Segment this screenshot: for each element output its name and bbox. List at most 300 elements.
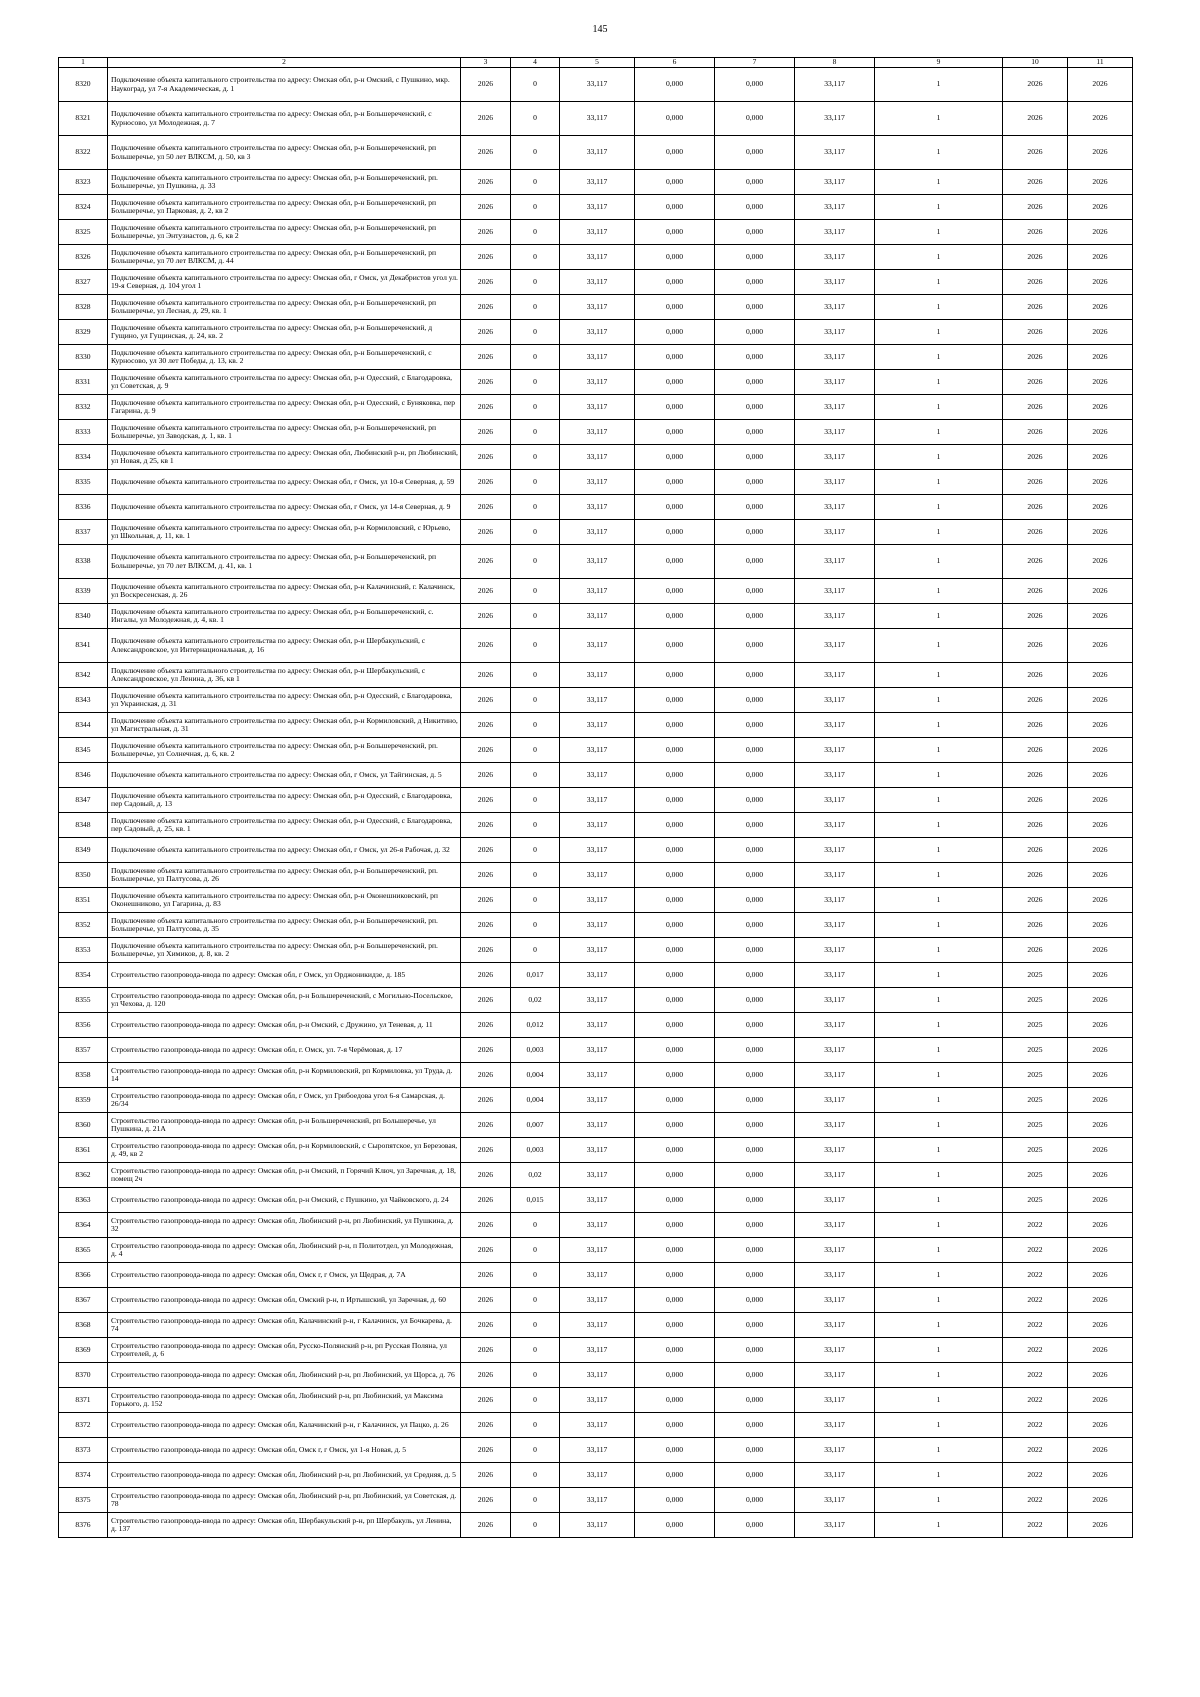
cell-col-9: 1 [875,838,1003,863]
row-description: Строительство газопровода-ввода по адресу: Омская обл, Омск г, г Омск, ул Щедрая, д. 7А [108,1263,461,1288]
cell-col-11: 2026 [1068,838,1133,863]
cell-col-7: 0,000 [715,1338,795,1363]
cell-col-6: 0,000 [635,395,715,420]
row-description: Подключение объекта капитального строительства по адресу: Омская обл, р-н Шербакульский, с Александровское, ул Интернациональная, д. 16 [108,629,461,663]
cell-col-11: 2026 [1068,136,1133,170]
cell-col-4: 0,02 [511,1163,560,1188]
cell-col-11: 2026 [1068,788,1133,813]
cell-col-9: 1 [875,136,1003,170]
cell-col-4: 0 [511,470,560,495]
cell-col-8: 33,117 [795,1363,875,1388]
row-number: 8354 [59,963,108,988]
table-row [59,1163,1133,1188]
row-number: 8322 [59,136,108,170]
cell-col-4: 0 [511,395,560,420]
cell-col-3: 2026 [461,420,511,445]
cell-col-5: 33,117 [560,345,635,370]
cell-col-7: 0,000 [715,220,795,245]
cell-col-7: 0,000 [715,520,795,545]
row-description: Строительство газопровода-ввода по адресу: Омская обл, р-н Большереченский, рп Большеречье, ул Пушкина, д. 21А [108,1113,461,1138]
cell-col-10: 2026 [1003,470,1068,495]
row-number: 8373 [59,1438,108,1463]
cell-col-11: 2026 [1068,1488,1133,1513]
row-description: Строительство газопровода-ввода по адресу: Омская обл, г Омск, ул Грибоедова угол 6-я Самарская, д. 26/34 [108,1088,461,1113]
cell-col-5: 33,117 [560,713,635,738]
cell-col-7: 0,000 [715,1513,795,1538]
cell-col-3: 2026 [461,1238,511,1263]
cell-col-3: 2026 [461,938,511,963]
cell-col-7: 0,000 [715,345,795,370]
row-number: 8335 [59,470,108,495]
cell-col-8: 33,117 [795,688,875,713]
cell-col-3: 2026 [461,470,511,495]
cell-col-11: 2026 [1068,495,1133,520]
cell-col-9: 1 [875,963,1003,988]
cell-col-6: 0,000 [635,788,715,813]
table-row [59,629,1133,663]
cell-col-11: 2026 [1068,1113,1133,1138]
table-row [59,470,1133,495]
table-row [59,1188,1133,1213]
cell-col-3: 2026 [461,663,511,688]
cell-col-11: 2026 [1068,1213,1133,1238]
cell-col-4: 0 [511,663,560,688]
cell-col-6: 0,000 [635,604,715,629]
table-row [59,170,1133,195]
table-row [59,938,1133,963]
cell-col-4: 0 [511,495,560,520]
cell-col-5: 33,117 [560,938,635,963]
row-number: 8325 [59,220,108,245]
cell-col-5: 33,117 [560,1463,635,1488]
table-row [59,1138,1133,1163]
row-description: Строительство газопровода-ввода по адресу: Омская обл, Любинский р-н, рп Любинский, ул Пушкина, д. 32 [108,1213,461,1238]
row-number: 8327 [59,270,108,295]
cell-col-7: 0,000 [715,1438,795,1463]
row-description: Подключение объекта капитального строительства по адресу: Омская обл, р-н Большереченский, рп Большеречье, ул Заводская, д. 1, кв. 1 [108,420,461,445]
row-number: 8356 [59,1013,108,1038]
cell-col-11: 2026 [1068,270,1133,295]
cell-col-11: 2026 [1068,1013,1133,1038]
table-row [59,1063,1133,1088]
cell-col-11: 2026 [1068,345,1133,370]
cell-col-4: 0 [511,938,560,963]
table-row [59,1488,1133,1513]
cell-col-6: 0,000 [635,1138,715,1163]
cell-col-5: 33,117 [560,68,635,102]
table-row [59,1013,1133,1038]
cell-col-10: 2026 [1003,68,1068,102]
row-number: 8346 [59,763,108,788]
cell-col-7: 0,000 [715,888,795,913]
cell-col-5: 33,117 [560,1113,635,1138]
cell-col-10: 2022 [1003,1413,1068,1438]
cell-col-10: 2025 [1003,1113,1068,1138]
cell-col-3: 2026 [461,395,511,420]
cell-col-9: 1 [875,863,1003,888]
cell-col-7: 0,000 [715,629,795,663]
cell-col-8: 33,117 [795,102,875,136]
row-number: 8348 [59,813,108,838]
cell-col-6: 0,000 [635,863,715,888]
cell-col-11: 2026 [1068,102,1133,136]
cell-col-6: 0,000 [635,938,715,963]
cell-col-5: 33,117 [560,270,635,295]
cell-col-5: 33,117 [560,195,635,220]
cell-col-7: 0,000 [715,913,795,938]
cell-col-6: 0,000 [635,1213,715,1238]
cell-col-3: 2026 [461,445,511,470]
cell-col-3: 2026 [461,1188,511,1213]
cell-col-7: 0,000 [715,988,795,1013]
cell-col-8: 33,117 [795,220,875,245]
cell-col-5: 33,117 [560,1388,635,1413]
cell-col-3: 2026 [461,270,511,295]
cell-col-4: 0 [511,220,560,245]
cell-col-7: 0,000 [715,1038,795,1063]
cell-col-5: 33,117 [560,295,635,320]
cell-col-9: 1 [875,170,1003,195]
cell-col-4: 0 [511,420,560,445]
cell-col-11: 2026 [1068,68,1133,102]
cell-col-3: 2026 [461,295,511,320]
table-row [59,963,1133,988]
cell-col-4: 0 [511,838,560,863]
table-row [59,738,1133,763]
cell-col-3: 2026 [461,1338,511,1363]
cell-col-4: 0 [511,1413,560,1438]
cell-col-6: 0,000 [635,1238,715,1263]
column-header: 7 [715,58,795,68]
row-description: Подключение объекта капитального строительства по адресу: Омская обл, р-н Большереченский, рп Большеречье, ул 70 лет ВЛКСМ, д. 41, кв. 1 [108,545,461,579]
cell-col-10: 2026 [1003,495,1068,520]
row-number: 8323 [59,170,108,195]
cell-col-6: 0,000 [635,1488,715,1513]
cell-col-5: 33,117 [560,688,635,713]
cell-col-10: 2025 [1003,1013,1068,1038]
cell-col-8: 33,117 [795,663,875,688]
cell-col-6: 0,000 [635,713,715,738]
cell-col-6: 0,000 [635,913,715,938]
row-number: 8336 [59,495,108,520]
cell-col-6: 0,000 [635,1113,715,1138]
table-row [59,663,1133,688]
cell-col-3: 2026 [461,713,511,738]
cell-col-10: 2026 [1003,913,1068,938]
cell-col-5: 33,117 [560,1438,635,1463]
row-number: 8328 [59,295,108,320]
row-description: Подключение объекта капитального строительства по адресу: Омская обл, р-н Одесский, с Буняковка, пер Гагарина, д. 9 [108,395,461,420]
column-number-header-row [59,58,1133,68]
cell-col-11: 2026 [1068,1388,1133,1413]
table-row [59,520,1133,545]
cell-col-6: 0,000 [635,1038,715,1063]
cell-col-7: 0,000 [715,813,795,838]
row-description: Подключение объекта капитального строительства по адресу: Омская обл, р-н Большереченский, д Гущино, ул Гущинская, д. 24, кв. 2 [108,320,461,345]
cell-col-7: 0,000 [715,1163,795,1188]
cell-col-5: 33,117 [560,863,635,888]
cell-col-8: 33,117 [795,838,875,863]
cell-col-6: 0,000 [635,738,715,763]
cell-col-9: 1 [875,495,1003,520]
row-number: 8330 [59,345,108,370]
cell-col-4: 0 [511,763,560,788]
cell-col-11: 2026 [1068,1163,1133,1188]
row-number: 8347 [59,788,108,813]
cell-col-8: 33,117 [795,1438,875,1463]
cell-col-4: 0,02 [511,988,560,1013]
row-number: 8363 [59,1188,108,1213]
row-number: 8366 [59,1263,108,1288]
cell-col-4: 0 [511,545,560,579]
row-number: 8343 [59,688,108,713]
cell-col-4: 0,007 [511,1113,560,1138]
table-row [59,604,1133,629]
cell-col-7: 0,000 [715,195,795,220]
cell-col-5: 33,117 [560,1238,635,1263]
cell-col-6: 0,000 [635,663,715,688]
cell-col-6: 0,000 [635,813,715,838]
cell-col-10: 2026 [1003,863,1068,888]
cell-col-9: 1 [875,1438,1003,1463]
cell-col-9: 1 [875,604,1003,629]
row-description: Строительство газопровода-ввода по адресу: Омская обл, р-н Омский, п Горячий Ключ, ул Заречная, д. 18, помещ 2ч [108,1163,461,1188]
table-row [59,813,1133,838]
cell-col-7: 0,000 [715,763,795,788]
cell-col-5: 33,117 [560,1313,635,1338]
cell-col-7: 0,000 [715,1113,795,1138]
cell-col-5: 33,117 [560,102,635,136]
row-description: Строительство газопровода-ввода по адресу: Омская обл, г. Омск, ул. 7-я Черёмовая, д. 17 [108,1038,461,1063]
cell-col-5: 33,117 [560,245,635,270]
cell-col-8: 33,117 [795,1088,875,1113]
cell-col-6: 0,000 [635,370,715,395]
cell-col-9: 1 [875,320,1003,345]
cell-col-7: 0,000 [715,102,795,136]
cell-col-9: 1 [875,370,1003,395]
cell-col-10: 2026 [1003,320,1068,345]
cell-col-5: 33,117 [560,1213,635,1238]
cell-col-5: 33,117 [560,1138,635,1163]
row-number: 8365 [59,1238,108,1263]
cell-col-10: 2026 [1003,220,1068,245]
table-row [59,295,1133,320]
cell-col-3: 2026 [461,1138,511,1163]
cell-col-6: 0,000 [635,963,715,988]
cell-col-10: 2026 [1003,520,1068,545]
row-number: 8337 [59,520,108,545]
cell-col-8: 33,117 [795,370,875,395]
cell-col-11: 2026 [1068,1338,1133,1363]
cell-col-10: 2026 [1003,838,1068,863]
cell-col-9: 1 [875,1338,1003,1363]
cell-col-6: 0,000 [635,470,715,495]
cell-col-10: 2022 [1003,1463,1068,1488]
cell-col-7: 0,000 [715,1388,795,1413]
row-number: 8333 [59,420,108,445]
cell-col-7: 0,000 [715,1088,795,1113]
cell-col-6: 0,000 [635,170,715,195]
row-number: 8345 [59,738,108,763]
cell-col-4: 0 [511,1238,560,1263]
row-number: 8362 [59,1163,108,1188]
row-number: 8326 [59,245,108,270]
cell-col-4: 0 [511,445,560,470]
cell-col-7: 0,000 [715,1188,795,1213]
cell-col-10: 2026 [1003,788,1068,813]
cell-col-9: 1 [875,195,1003,220]
table-row [59,370,1133,395]
cell-col-9: 1 [875,629,1003,663]
cell-col-6: 0,000 [635,688,715,713]
cell-col-8: 33,117 [795,1338,875,1363]
cell-col-4: 0 [511,370,560,395]
row-description: Подключение объекта капитального строительства по адресу: Омская обл, р-н Оконешниковский, рп Оконешниково, ул Гагарина, д. 83 [108,888,461,913]
cell-col-11: 2026 [1068,1463,1133,1488]
cell-col-7: 0,000 [715,245,795,270]
cell-col-4: 0 [511,170,560,195]
cell-col-5: 33,117 [560,136,635,170]
cell-col-3: 2026 [461,1013,511,1038]
cell-col-8: 33,117 [795,604,875,629]
cell-col-5: 33,117 [560,420,635,445]
cell-col-4: 0 [511,1388,560,1413]
cell-col-5: 33,117 [560,1363,635,1388]
cell-col-9: 1 [875,813,1003,838]
cell-col-4: 0 [511,1488,560,1513]
row-description: Строительство газопровода-ввода по адресу: Омская обл, Омский р-н, п Иртышский, ул Заречная, д. 60 [108,1288,461,1313]
cell-col-10: 2022 [1003,1213,1068,1238]
cell-col-8: 33,117 [795,1463,875,1488]
cell-col-4: 0 [511,1288,560,1313]
cell-col-5: 33,117 [560,1088,635,1113]
cell-col-11: 2026 [1068,520,1133,545]
cell-col-3: 2026 [461,579,511,604]
table-row [59,913,1133,938]
page-number: 145 [592,24,608,35]
table-row [59,245,1133,270]
cell-col-7: 0,000 [715,370,795,395]
cell-col-11: 2026 [1068,320,1133,345]
cell-col-9: 1 [875,738,1003,763]
cell-col-10: 2026 [1003,579,1068,604]
row-number: 8371 [59,1388,108,1413]
cell-col-6: 0,000 [635,888,715,913]
cell-col-11: 2026 [1068,963,1133,988]
cell-col-8: 33,117 [795,1413,875,1438]
cell-col-9: 1 [875,1413,1003,1438]
cell-col-4: 0 [511,579,560,604]
cell-col-7: 0,000 [715,295,795,320]
row-description: Подключение объекта капитального строительства по адресу: Омская обл, Любинский р-н, рп Любинский, ул Новая, д 25, кв 1 [108,445,461,470]
cell-col-11: 2026 [1068,763,1133,788]
cell-col-3: 2026 [461,102,511,136]
table-row [59,445,1133,470]
cell-col-3: 2026 [461,738,511,763]
row-number: 8359 [59,1088,108,1113]
row-number: 8329 [59,320,108,345]
row-number: 8320 [59,68,108,102]
cell-col-4: 0,004 [511,1063,560,1088]
table-row [59,838,1133,863]
cell-col-7: 0,000 [715,663,795,688]
cell-col-11: 2026 [1068,545,1133,579]
row-number: 8332 [59,395,108,420]
cell-col-3: 2026 [461,68,511,102]
cell-col-6: 0,000 [635,270,715,295]
row-description: Строительство газопровода-ввода по адресу: Омская обл, Шербакульский р-н, рп Шербакуль, ул Ленина, д. 137 [108,1513,461,1538]
row-number: 8341 [59,629,108,663]
table-row [59,1213,1133,1238]
cell-col-3: 2026 [461,813,511,838]
cell-col-8: 33,117 [795,1488,875,1513]
cell-col-4: 0 [511,320,560,345]
cell-col-5: 33,117 [560,763,635,788]
row-description: Строительство газопровода-ввода по адресу: Омская обл, Калачинский р-н, г Калачинск, ул Бочкарева, д. 74 [108,1313,461,1338]
cell-col-6: 0,000 [635,1388,715,1413]
cell-col-10: 2025 [1003,963,1068,988]
row-number: 8367 [59,1288,108,1313]
cell-col-8: 33,117 [795,195,875,220]
cell-col-9: 1 [875,1463,1003,1488]
cell-col-10: 2022 [1003,1288,1068,1313]
cell-col-11: 2026 [1068,220,1133,245]
cell-col-8: 33,117 [795,1188,875,1213]
cell-col-4: 0 [511,604,560,629]
column-header: 6 [635,58,715,68]
cell-col-10: 2022 [1003,1363,1068,1388]
table-row [59,1388,1133,1413]
cell-col-3: 2026 [461,788,511,813]
table-row [59,788,1133,813]
cell-col-3: 2026 [461,495,511,520]
cell-col-5: 33,117 [560,1513,635,1538]
table-row [59,220,1133,245]
cell-col-9: 1 [875,763,1003,788]
cell-col-10: 2026 [1003,395,1068,420]
cell-col-10: 2025 [1003,988,1068,1013]
cell-col-9: 1 [875,1038,1003,1063]
cell-col-4: 0 [511,295,560,320]
cell-col-5: 33,117 [560,1488,635,1513]
row-number: 8350 [59,863,108,888]
row-description: Подключение объекта капитального строительства по адресу: Омская обл, г Омск, ул 14-я Северная, д. 9 [108,495,461,520]
cell-col-8: 33,117 [795,863,875,888]
cell-col-6: 0,000 [635,136,715,170]
cell-col-11: 2026 [1068,1288,1133,1313]
cell-col-6: 0,000 [635,102,715,136]
cell-col-3: 2026 [461,913,511,938]
cell-col-8: 33,117 [795,320,875,345]
cell-col-3: 2026 [461,370,511,395]
row-description: Строительство газопровода-ввода по адресу: Омская обл, Любинский р-н, рп Любинский, ул Щорса, д. 76 [108,1363,461,1388]
cell-col-10: 2022 [1003,1338,1068,1363]
cell-col-6: 0,000 [635,445,715,470]
cell-col-3: 2026 [461,629,511,663]
cell-col-9: 1 [875,1138,1003,1163]
cell-col-10: 2026 [1003,370,1068,395]
cell-col-11: 2026 [1068,1188,1133,1213]
cell-col-10: 2022 [1003,1438,1068,1463]
column-header: 3 [461,58,511,68]
row-description: Подключение объекта капитального строительства по адресу: Омская обл, р-н Большереченский, рп. Большеречье, ул Пушкина, д. 33 [108,170,461,195]
cell-col-6: 0,000 [635,579,715,604]
cell-col-9: 1 [875,788,1003,813]
row-description: Подключение объекта капитального строительства по адресу: Омская обл, р-н Большереченский, рп. Большеречье, ул Химиков, д. 8, кв. 2 [108,938,461,963]
row-description: Подключение объекта капитального строительства по адресу: Омская обл, р-н Большереченский, рп. Большеречье, ул Палтусова, д. 35 [108,913,461,938]
cell-col-11: 2026 [1068,1363,1133,1388]
cell-col-8: 33,117 [795,1113,875,1138]
